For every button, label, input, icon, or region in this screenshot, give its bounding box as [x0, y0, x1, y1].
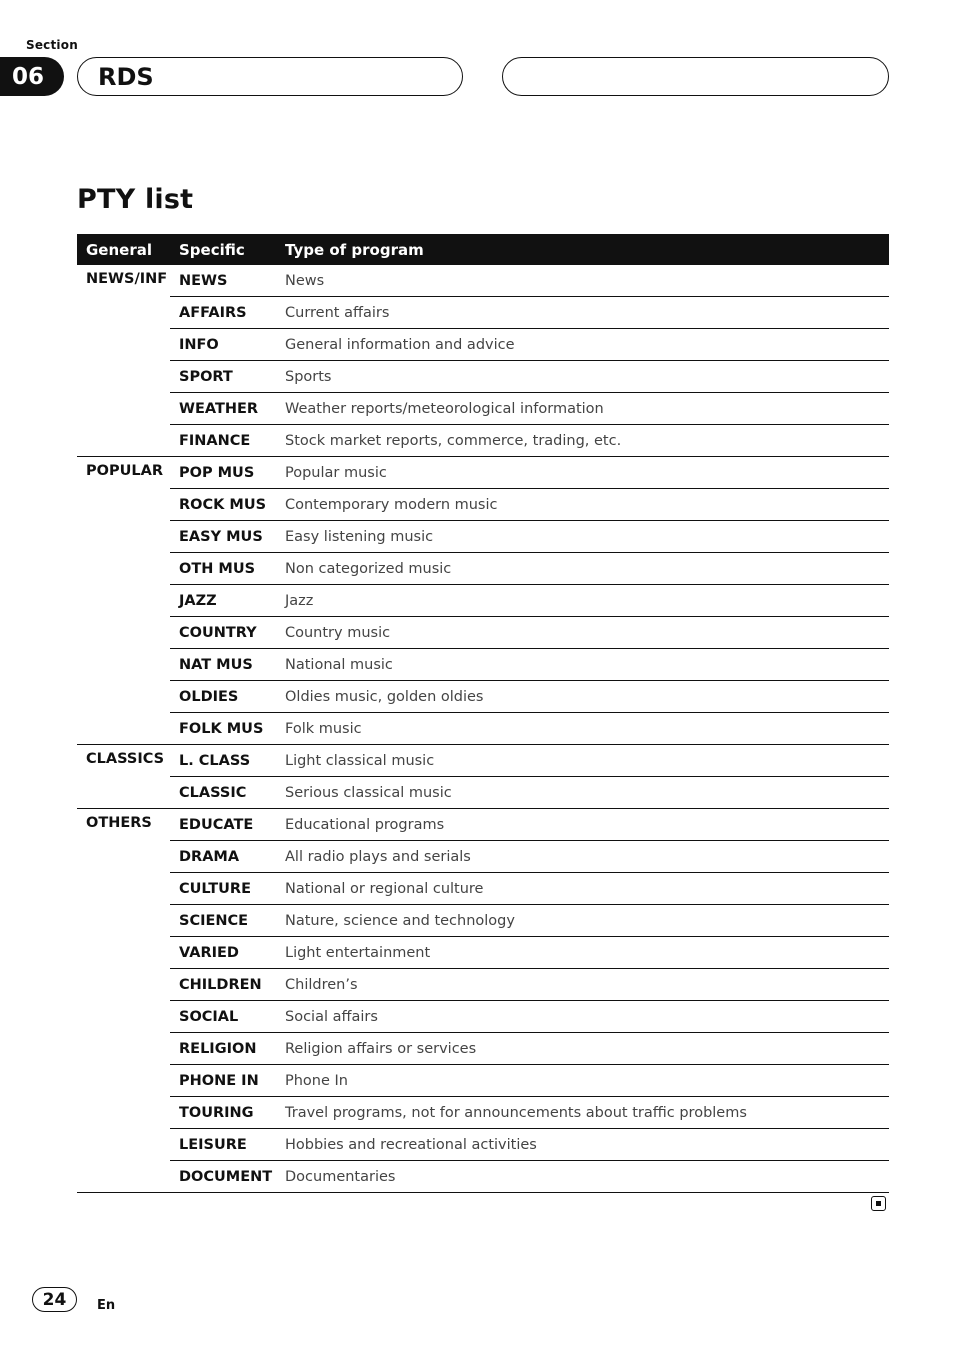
table-row	[77, 777, 889, 809]
table-row	[77, 969, 889, 1001]
table-row	[77, 1097, 889, 1129]
table-row	[77, 329, 889, 361]
specific-pty-code: ROCK MUS	[170, 489, 276, 521]
program-type-description: Non categorized music	[276, 553, 889, 585]
specific-pty-code: NEWS	[170, 265, 276, 297]
table-row	[77, 649, 889, 681]
program-type-description: Popular music	[276, 457, 889, 489]
program-type-description: Nature, science and technology	[276, 905, 889, 937]
program-type-description: Sports	[276, 361, 889, 393]
table-row	[77, 393, 889, 425]
specific-pty-code: SCIENCE	[170, 905, 276, 937]
specific-pty-code: VARIED	[170, 937, 276, 969]
program-type-description: Children’s	[276, 969, 889, 1001]
table-row	[77, 361, 889, 393]
specific-pty-code: NAT MUS	[170, 649, 276, 681]
specific-pty-code: DRAMA	[170, 841, 276, 873]
table-row	[77, 809, 889, 841]
general-category: NEWS/INF	[77, 265, 170, 457]
table-row	[77, 905, 889, 937]
specific-pty-code: CULTURE	[170, 873, 276, 905]
column-header-specific: Specific	[170, 234, 276, 265]
specific-pty-code: INFO	[170, 329, 276, 361]
specific-pty-code: LEISURE	[170, 1129, 276, 1161]
specific-pty-code: L. CLASS	[170, 745, 276, 777]
program-type-description: Travel programs, not for announcements about traffic problems	[276, 1097, 889, 1129]
section-label: Section	[26, 38, 78, 52]
column-header-general: General	[77, 234, 170, 265]
specific-pty-code: FOLK MUS	[170, 713, 276, 745]
program-type-description: Hobbies and recreational activities	[276, 1129, 889, 1161]
pty-table-body	[77, 265, 889, 1193]
program-type-description: Light classical music	[276, 745, 889, 777]
table-row	[77, 297, 889, 329]
specific-pty-code: RELIGION	[170, 1033, 276, 1065]
chapter-title-text: RDS	[98, 62, 154, 91]
language-code: En	[97, 1298, 116, 1313]
specific-pty-code: AFFAIRS	[170, 297, 276, 329]
general-category: CLASSICS	[77, 745, 170, 809]
program-type-description: Phone In	[276, 1065, 889, 1097]
general-category: POPULAR	[77, 457, 170, 745]
table-row	[77, 873, 889, 905]
table-row	[77, 745, 889, 777]
table-row	[77, 265, 889, 297]
specific-pty-code: DOCUMENT	[170, 1161, 276, 1193]
table-row	[77, 1065, 889, 1097]
program-type-description: Stock market reports, commerce, trading, etc.	[276, 425, 889, 457]
table-row	[77, 681, 889, 713]
program-type-description: News	[276, 265, 889, 297]
end-of-section-icon	[871, 1196, 886, 1211]
table-row	[77, 841, 889, 873]
program-type-description: Weather reports/meteorological information	[276, 393, 889, 425]
program-type-description: Folk music	[276, 713, 889, 745]
program-type-description: All radio plays and serials	[276, 841, 889, 873]
chapter-title	[77, 57, 463, 96]
specific-pty-code: EASY MUS	[170, 521, 276, 553]
program-type-description: Easy listening music	[276, 521, 889, 553]
table-row	[77, 937, 889, 969]
specific-pty-code: OTH MUS	[170, 553, 276, 585]
specific-pty-code: COUNTRY	[170, 617, 276, 649]
table-row	[77, 1001, 889, 1033]
specific-pty-code: CHILDREN	[170, 969, 276, 1001]
program-type-description: Current affairs	[276, 297, 889, 329]
specific-pty-code: SOCIAL	[170, 1001, 276, 1033]
specific-pty-code: CLASSIC	[170, 777, 276, 809]
program-type-description: Social affairs	[276, 1001, 889, 1033]
table-row	[77, 1033, 889, 1065]
program-type-description: Religion affairs or services	[276, 1033, 889, 1065]
specific-pty-code: TOURING	[170, 1097, 276, 1129]
program-type-description: Contemporary modern music	[276, 489, 889, 521]
program-type-description: Light entertainment	[276, 937, 889, 969]
program-type-description: Serious classical music	[276, 777, 889, 809]
table-row	[77, 713, 889, 745]
table-row	[77, 489, 889, 521]
specific-pty-code: SPORT	[170, 361, 276, 393]
program-type-description: Oldies music, golden oldies	[276, 681, 889, 713]
program-type-description: National music	[276, 649, 889, 681]
program-type-description: National or regional culture	[276, 873, 889, 905]
program-type-description: Jazz	[276, 585, 889, 617]
program-type-description: General information and advice	[276, 329, 889, 361]
table-row	[77, 457, 889, 489]
specific-pty-code: POP MUS	[170, 457, 276, 489]
page-title: PTY list	[77, 184, 194, 215]
specific-pty-code: FINANCE	[170, 425, 276, 457]
specific-pty-code: JAZZ	[170, 585, 276, 617]
table-row	[77, 521, 889, 553]
general-category: OTHERS	[77, 809, 170, 1193]
table-row	[77, 425, 889, 457]
column-header-type: Type of program	[276, 234, 889, 265]
specific-pty-code: EDUCATE	[170, 809, 276, 841]
table-row	[77, 1161, 889, 1193]
blank-header-pill	[502, 57, 889, 96]
program-type-description: Documentaries	[276, 1161, 889, 1193]
program-type-description: Country music	[276, 617, 889, 649]
program-type-description: Educational programs	[276, 809, 889, 841]
section-number-badge: 06	[0, 57, 64, 96]
specific-pty-code: WEATHER	[170, 393, 276, 425]
table-row	[77, 617, 889, 649]
table-row	[77, 553, 889, 585]
specific-pty-code: PHONE IN	[170, 1065, 276, 1097]
table-header-row	[77, 234, 889, 265]
pty-table	[77, 234, 889, 1193]
specific-pty-code: OLDIES	[170, 681, 276, 713]
page-number: 24	[32, 1287, 77, 1312]
table-row	[77, 1129, 889, 1161]
table-row	[77, 585, 889, 617]
